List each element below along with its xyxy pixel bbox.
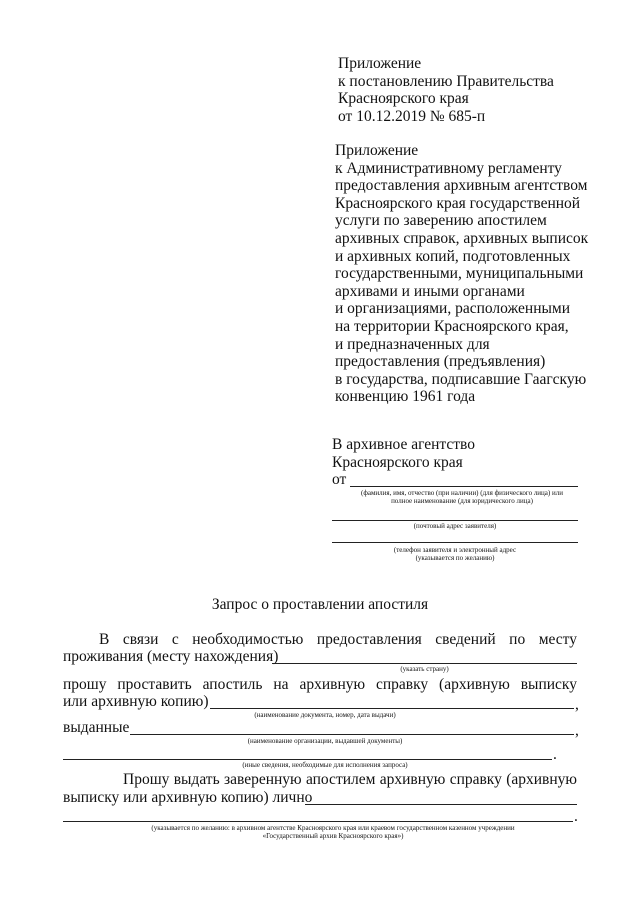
appendix-2-line: услуги по заверению апостилем: [335, 212, 547, 230]
appendix-2-line: государственными, муниципальными: [335, 265, 584, 283]
word: прошу: [63, 676, 107, 693]
period-2: .: [574, 808, 578, 825]
word: В: [99, 631, 110, 648]
word: архивную: [299, 676, 366, 693]
appendix-1-line: Красноярского края: [338, 90, 469, 108]
paragraph-3-line-1: [123, 771, 577, 789]
paragraph-2-line-1: [63, 676, 577, 694]
word: необходимостью: [192, 631, 304, 648]
address-field-line[interactable]: [332, 520, 578, 521]
hint-name: [332, 489, 592, 505]
word: сведений: [435, 631, 496, 648]
appendix-2-line: в государства, подписавшие Гаагскую: [335, 370, 587, 388]
country-field-line[interactable]: [272, 663, 577, 664]
hint-country: (указать страну): [400, 665, 449, 673]
word: Прошу: [123, 771, 170, 788]
appendix-2-line: архивных справок, архивных выписок: [335, 229, 589, 247]
addressee-line-2: Красноярского края: [332, 454, 463, 471]
word: (архивную: [439, 676, 510, 693]
addressee-line-1: В архивное агентство: [332, 436, 475, 453]
word: с: [171, 631, 179, 648]
word: заверенную: [223, 771, 302, 788]
document-field-line[interactable]: [210, 708, 574, 709]
hint-name-line: полное наименование (для юридического лица): [391, 497, 533, 505]
delivery-field-line[interactable]: [305, 804, 577, 805]
appendix-2-line: предоставления (предъявления): [335, 353, 546, 371]
hint-contact-line: (телефон заявителя и электронный адрес: [393, 546, 517, 554]
hint-name-line: (фамилия, имя, отчество (при наличии) (для физического лица) или: [361, 489, 563, 497]
hint-document: (наименование документа, номер, дата выдачи): [254, 711, 396, 719]
appendix-2-block: [335, 142, 588, 406]
word: проставить: [117, 676, 192, 693]
comma-2: ,: [575, 722, 579, 739]
period-1: .: [553, 746, 557, 763]
organization-field-line[interactable]: [130, 734, 574, 735]
appendix-2-line: и предназначенных для: [335, 335, 490, 353]
word: связи: [122, 631, 159, 648]
word: на: [273, 676, 289, 693]
hint-contact-line: (указывается по желанию): [415, 554, 495, 562]
appendix-2-line: на территории Красноярского края,: [335, 317, 569, 335]
hint-organization: (наименование организации, выдавшей документы): [247, 737, 403, 745]
hint-address: (почтовый адрес заявителя): [413, 522, 497, 530]
issued-label: выданные: [63, 719, 130, 736]
hint-footer-line: «Государственный архив Красноярского края»): [262, 832, 404, 840]
appendix-2-line: и организациями, расположенными: [335, 300, 571, 318]
appendix-2-line: Приложение: [335, 142, 419, 159]
appendix-2-line: и архивных копий, подготовленных: [335, 247, 571, 265]
from-field-line[interactable]: [350, 486, 578, 487]
appendix-1-line: от 10.12.2019 № 685-п: [338, 107, 486, 125]
paragraph-3-line-2: выписку или архивную копию) лично: [63, 789, 313, 806]
word: справку: [375, 676, 429, 693]
hint-footer: [63, 824, 603, 840]
word: архивную: [379, 771, 446, 788]
word: предоставления: [316, 631, 422, 648]
word: апостиль: [202, 676, 263, 693]
word: выдать: [173, 771, 220, 788]
word: месту: [538, 631, 577, 648]
paragraph-1-line-1: [99, 631, 577, 649]
hint-contact: [332, 546, 578, 562]
appendix-2-line: архивами и иными органами: [335, 282, 525, 300]
contact-field-line[interactable]: [332, 542, 578, 543]
paragraph-2-line-2: или архивную копию): [63, 693, 209, 710]
word: справку: [449, 771, 502, 788]
appendix-1-block: [338, 55, 554, 125]
appendix-1-line: Приложение: [338, 55, 422, 72]
hint-footer-line: (указывается по желанию: в архивном агентстве Красноярского края или краевом государственном казенном учреждении: [151, 824, 515, 832]
comma-1: ,: [575, 696, 579, 713]
appendix-1-line: к постановлению Правительства: [338, 72, 554, 90]
appendix-2-line: конвенцию 1961 года: [335, 388, 476, 406]
document-title: Запрос о проставлении апостиля: [211, 596, 429, 613]
word: по: [509, 631, 526, 648]
appendix-2-line: предоставления архивным агентством: [335, 177, 588, 195]
word: выписку: [520, 676, 577, 693]
delivery-place-field-line[interactable]: [63, 821, 573, 822]
from-label: от: [332, 471, 347, 488]
paragraph-1-line-2: проживания (месту нахождения): [63, 648, 279, 665]
appendix-2-line: к Административному регламенту: [335, 159, 562, 177]
appendix-2-line: Красноярского края государственной: [335, 194, 581, 212]
word: (архивную: [506, 771, 577, 788]
other-info-field-line[interactable]: [63, 759, 552, 760]
word: апостилем: [305, 771, 376, 788]
hint-other: (иные сведения, необходимые для исполнения запроса): [242, 761, 408, 769]
